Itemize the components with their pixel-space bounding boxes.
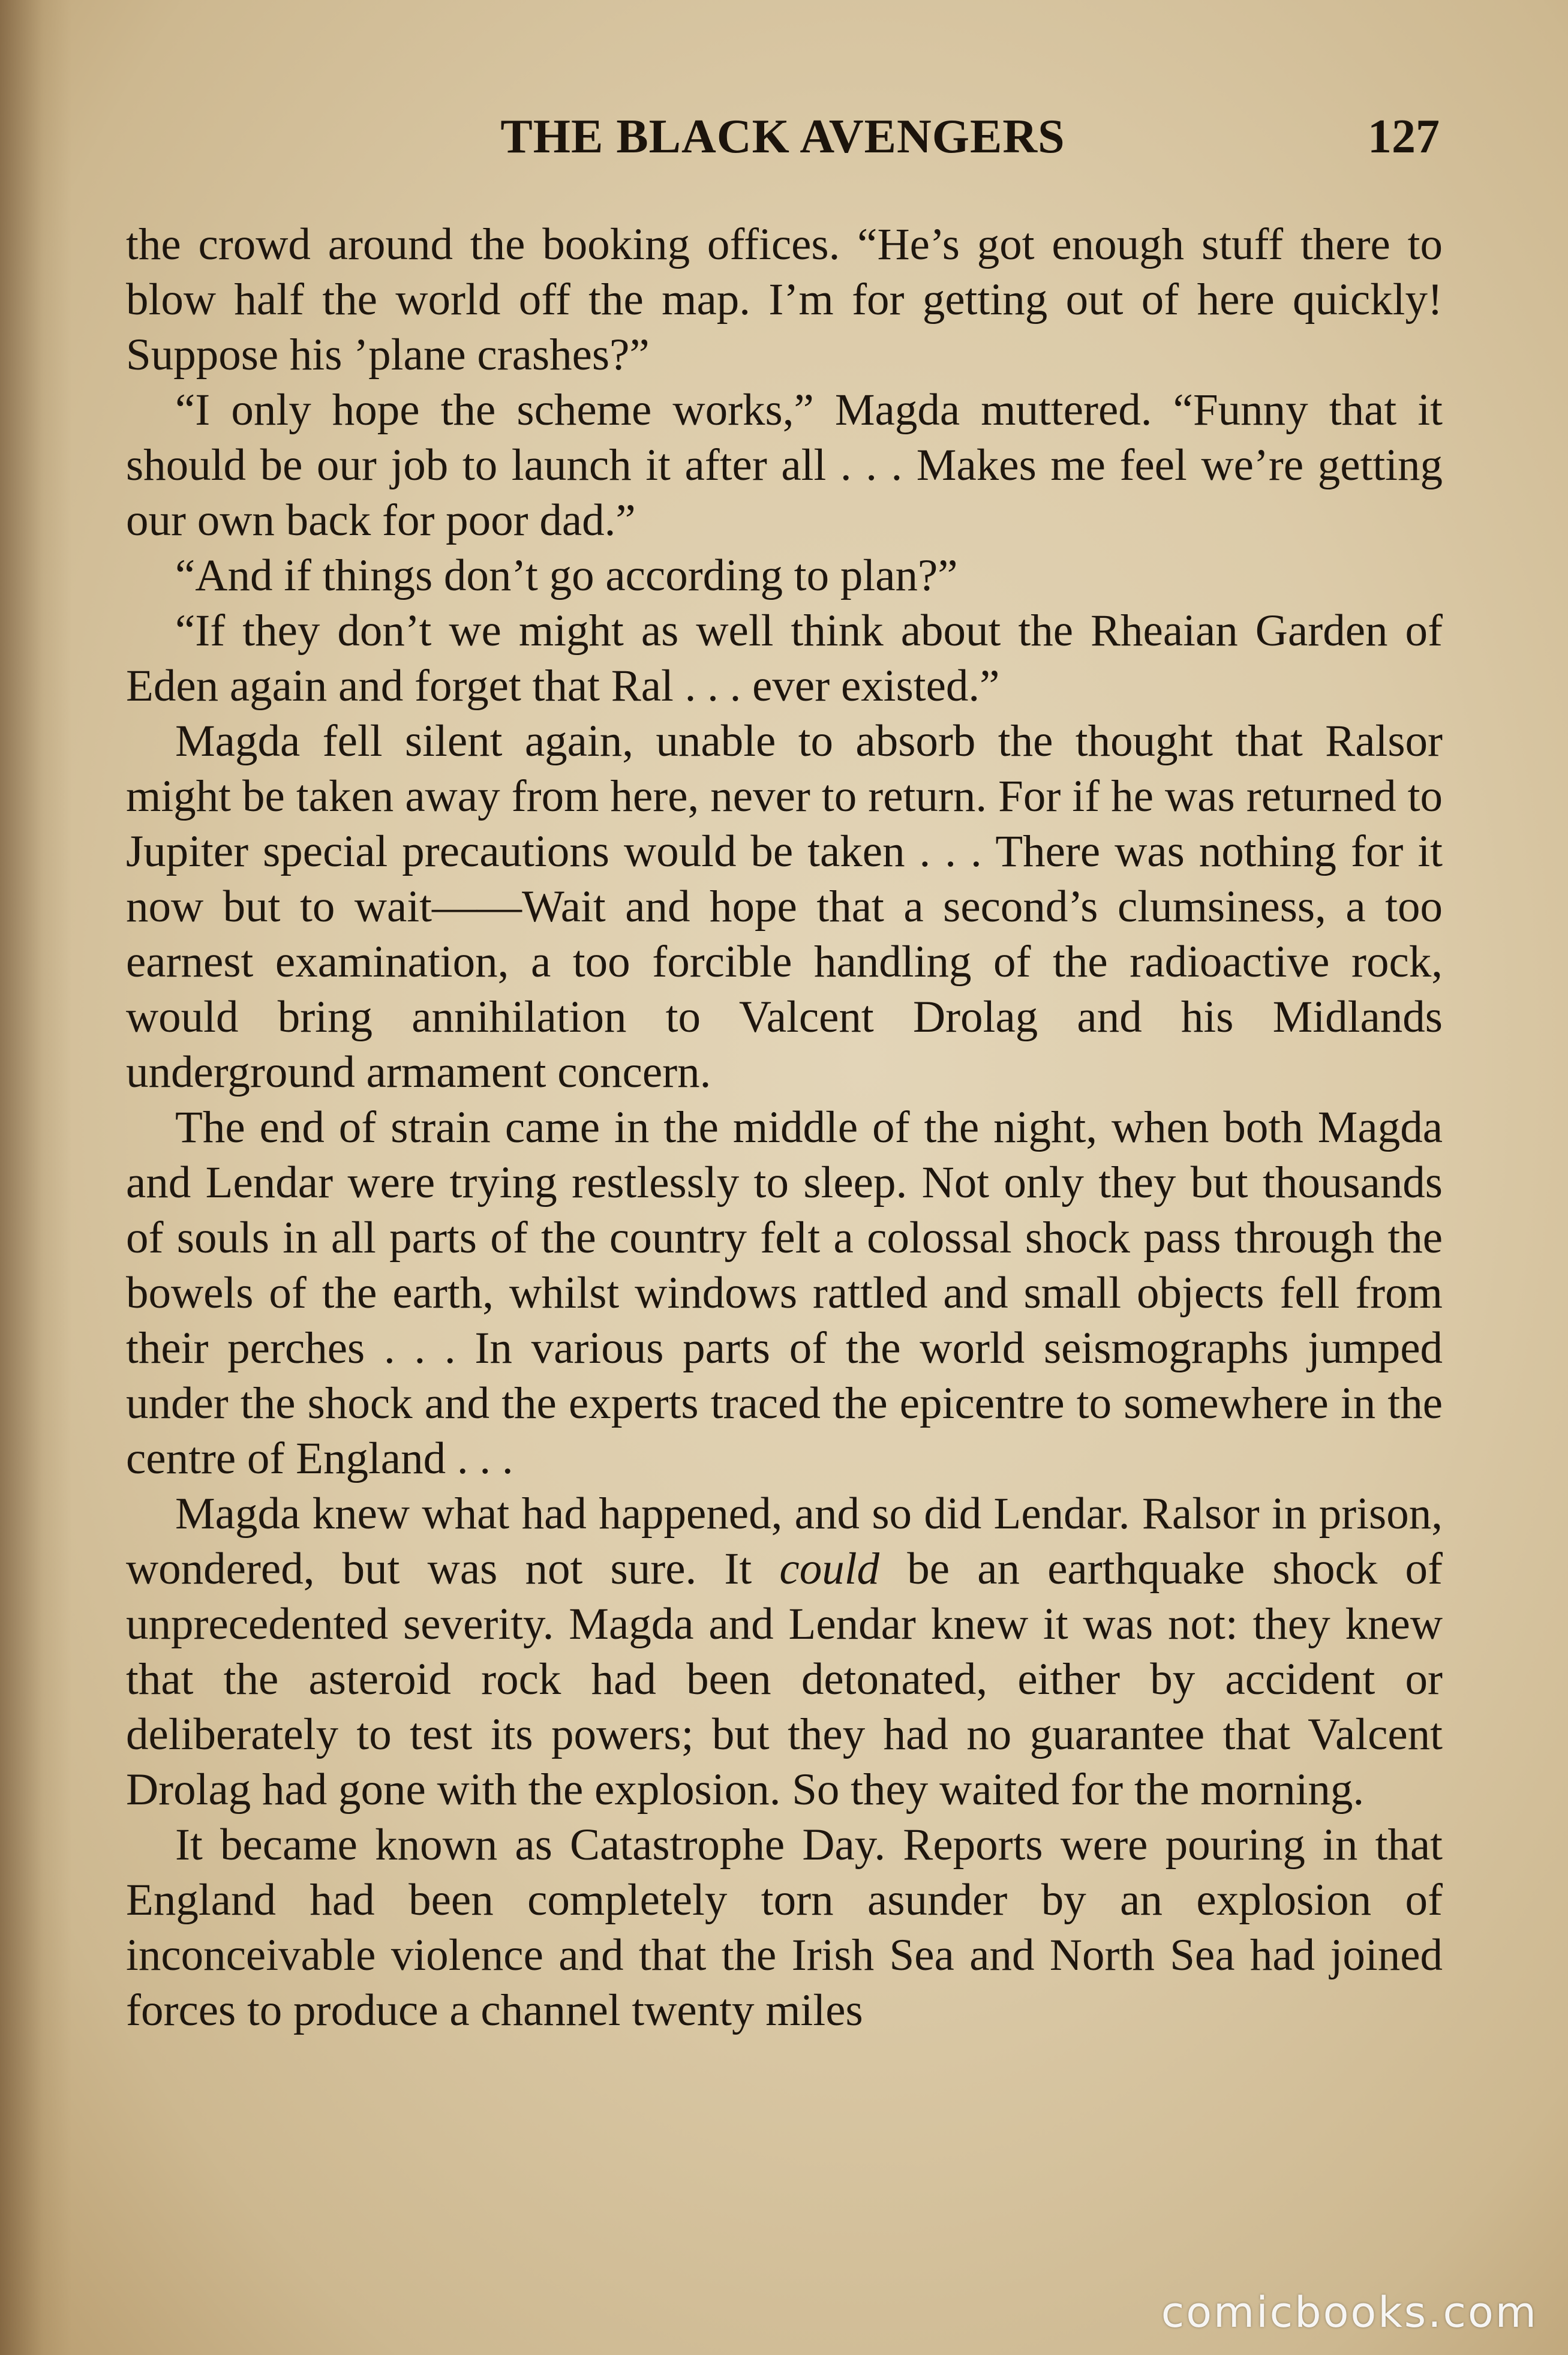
paragraph: It became known as Catastrophe Day. Reports were pouring in that England had been completely torn asunder by an explosion of inconceivable violence and that the Irish Sea and North Sea had joined forces to produce a channel twenty miles — [126, 1820, 1443, 2035]
paragraph: the crowd around the booking offices. “He’s got enough stuff there to blow half the world off the map. I’m for getting out of here quickly! Suppose his ’plane crashes?” — [126, 220, 1443, 380]
page-number: 127 — [1368, 110, 1440, 163]
paragraph: “And if things don’t go according to plan?” — [175, 551, 958, 600]
page-gutter-shadow — [0, 0, 72, 2355]
paragraph: The end of strain came in the middle of the night, when both Magda and Lendar were trying restlessly to sleep. Not only they but thousands of souls in all parts of the country felt a colossal shock pass through the bowels of the earth, whilst windows rattled and small objects fell from their perches . . . In various parts of the world seismographs jumped under the shock and the experts traced the epicentre to somewhere in the centre of England . . . — [126, 1103, 1443, 1483]
paragraph: “If they don’t we might as well think about the Rheaian Garden of Eden again and forget that Ral . . . ever existed.” — [126, 606, 1443, 711]
paragraph-text: be an earthquake shock of unprecedented severity. Magda and Lendar knew it was not: they knew that the asteroid rock had been detonated, either by accident or deliberately to test its powers; but they had no guarantee that Valcent Drolag had gone with the explosion. So they waited for the morning. — [126, 1544, 1443, 1815]
paragraph — [126, 1486, 1443, 1818]
running-title: THE BLACK AVENGERS — [500, 110, 1065, 163]
watermark: comicbooks.com — [1161, 2288, 1538, 2337]
paragraph: Magda fell silent again, unable to absorb the thought that Ralsor might be taken away from here, never to return. For if he was returned to Jupiter special precautions would be taken . . . There was nothing for it now but to wait——Wait and hope that a second’s clumsiness, a too earnest examination, a too forcible handling of the radioactive rock, would bring annihilation to Valcent Drolag and his Midlands underground armament concern. — [126, 716, 1443, 1097]
running-head — [126, 107, 1440, 167]
paragraph: “I only hope the scheme works,” Magda muttered. “Funny that it should be our job to launch it after all . . . Makes me feel we’re getting our own back for poor dad.” — [126, 385, 1443, 545]
emphasis-text: could — [779, 1544, 880, 1594]
body-text — [126, 217, 1443, 2038]
paragraph-text: Magda knew what had happened, and so did Lendar. Ralsor in prison, wondered, but was not sure. It — [126, 1489, 1443, 1594]
